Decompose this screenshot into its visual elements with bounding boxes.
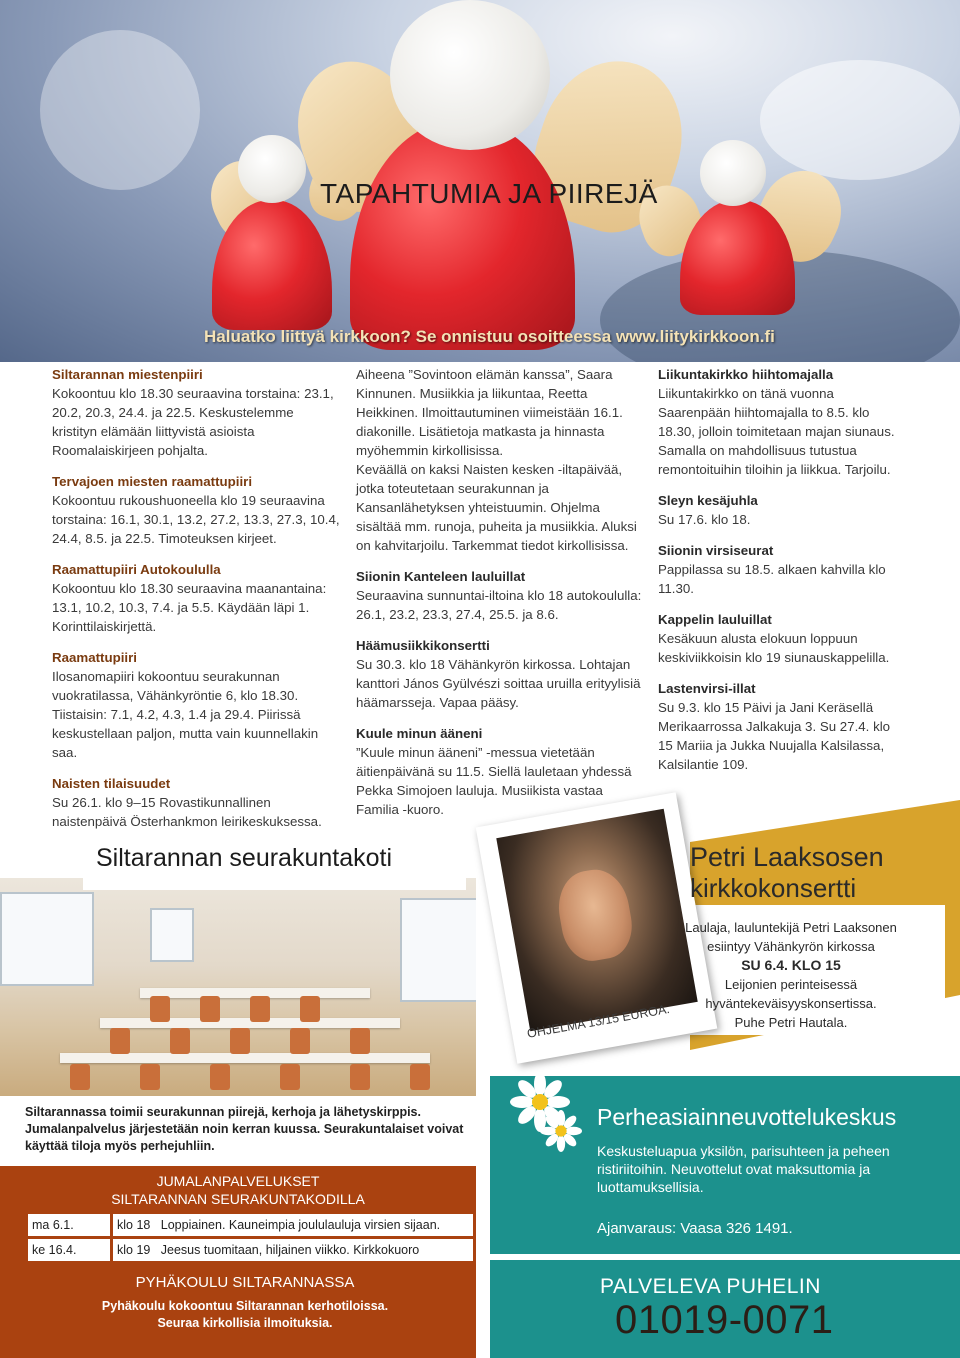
column-2 [356, 365, 646, 819]
col2-text: Keväällä on kaksi Naisten kesken -iltapäivää, jotka toteutetaan seurakunnan ja Kansanlähetyksen yhteistuumin. Ohjelma sisältää mm. runoja, puheita ja musiikkia. Aluksi on kahvitarjoilu. Tarkemmat tiedot kirkollisissa. [356, 462, 637, 553]
col3-text: Kesäkuun alusta elokuun loppuun keskiviikkoisin klo 19 siunauskappelilla. [658, 631, 890, 665]
concert-speech: Puhe Petri Hautala. [734, 1015, 848, 1030]
phone-number[interactable]: 01019-0071 [615, 1298, 834, 1342]
col1-heading: Raamattupiiri [52, 650, 137, 665]
col1-text: Kokoontuu klo 18.30 seuraavina maanantaina: 13.1, 10.2, 10.3, 7.4. ja 5.5. Käydään läpi 1. Korinttilaiskirjettä. [52, 581, 327, 634]
sunday-school-text [0, 1298, 490, 1332]
services-heading-line2: SILTARANNAN SEURAKUNTAKODILLA [111, 1191, 365, 1207]
col1-text: Kokoontuu klo 18.30 seuraavina torstaina: 23.1, 20.2, 20.3, 24.4. ja 22.5. Keskustelemme kristityn elämään liittyvistä asioista Roomalaiskirjeen pohjalta. [52, 386, 334, 458]
table-row [28, 1238, 473, 1263]
service-time: klo 19 [117, 1243, 151, 1257]
sunday-school-line2: Seuraa kirkollisia ilmoituksia. [157, 1316, 333, 1330]
col2-text: Seuraavina sunnuntai-iltoina klo 18 autokoululla: 26.1, 23.2, 23.3, 27.4, 25.5. ja 8.6. [356, 588, 642, 622]
service-date: ke 16.4. [28, 1238, 112, 1263]
hall-title: Siltarannan seurakuntakoti [96, 844, 393, 872]
col1-text: Ilosanomapiiri kokoontuu seurakunnan vuokratilassa, Vähänkyröntie 6, klo 18.30. Tiistaisin: 7.1, 4.2, 4.3, 1.4 ja 29.4. Piirissä keskustellaan paljon, mutta vain kuunnellakin saa. [52, 669, 319, 760]
hall-photo [0, 878, 476, 1096]
col1-heading: Naisten tilaisuudet [52, 776, 171, 791]
service-time: klo 18 [117, 1218, 151, 1232]
hero-tagline: Haluatko liittyä kirkkoon? Se onnistuu osoitteessa www.liitykirkkoon.fi [204, 327, 775, 346]
col3-text: Su 9.3. klo 15 Päivi ja Jani Keräsellä Merikaarrossa Jalkakuja 3. Su 27.4. klo 15 Mariia ja Jukka Nuujalla Kalsilassa, Kalsilantie 109. [658, 700, 891, 772]
col1-text: Kokoontuu rukoushuoneella klo 19 seuraavina torstaina: 16.1, 30.1, 13.2, 27.2, 13.3, 27.3, 10.4, 24.4, 8.5. ja 22.5. Timoteuksen kirjeet. [52, 493, 340, 546]
service-text: Jeesus tuomitaan, hiljainen viikko. Kirkkokuoro [160, 1243, 420, 1257]
family-text: Keskusteluapua yksilön, parisuhteen ja peheen ristiriitoihin. Neuvottelut ovat maksuttomia ja luottamuksellisia. [597, 1143, 890, 1195]
table-row [28, 1214, 473, 1238]
services-table [28, 1214, 473, 1264]
hall-info: Siltarannassa toimii seurakunnan piirejä, kerhoja ja lähetyskirppis. Jumalanpalvelus järjestetään noin kerran kuussa. Seurakuntalaiset voivat käyttää tiloja myös perhejuhliin. [25, 1105, 464, 1153]
col1-heading: Siltarannan miestenpiiri [52, 367, 203, 382]
sunday-school-line1: Pyhäkoulu kokoontuu Siltarannan kerhotiloissa. [101, 1299, 389, 1313]
concert-description: Leijonien perinteisessä hyväntekeväisyyskonsertissa. [705, 977, 877, 1011]
col3-heading: Kappelin lauluillat [658, 612, 772, 627]
service-text: Loppiainen. Kauneimpia joululauluja virsien sijaan. [160, 1218, 441, 1232]
service-desc [112, 1238, 474, 1263]
ticket-price: OHJELMA 13/15 EUROA. [526, 1001, 671, 1041]
family-title: Perheasiainneuvottelukeskus [597, 1104, 897, 1130]
page-title: TAPAHTUMIA JA PIIREJÄ [320, 178, 658, 209]
col2-heading: Kuule minun ääneni [356, 726, 483, 741]
divider [490, 1254, 960, 1260]
col2-heading: Siionin Kanteleen lauluillat [356, 569, 526, 584]
concert-title: Petri Laaksosen [690, 842, 884, 872]
col1-text: Su 26.1. klo 9–15 Rovastikunnallinen naistenpäivä Österhankmon leirikeskuksessa. [52, 795, 322, 829]
col1-heading: Raamattupiiri Autokoululla [52, 562, 221, 577]
column-1 [52, 365, 342, 831]
concert-subtitle: kirkkokonsertti [690, 873, 857, 903]
col2-text: Aiheena ”Sovintoon elämän kanssa”, Saara Kinnunen. Musiikkia ja liikuntaa, Reetta Heikkinen. Ilmoittautuminen viimeistään 16.1. diakonille. Lisätietoja matkasta ja hinnasta myöhemmin kirkollisissa. [356, 367, 623, 458]
col2-text: Su 30.3. klo 18 Vähänkyrön kirkossa. Lohtajan kanttori János Gyülvészi soittaa uruilla erityylisiä häämarsseja. Vapaa pääsy. [356, 657, 641, 710]
col1-heading: Tervajoen miesten raamattupiiri [52, 474, 253, 489]
service-desc [112, 1214, 474, 1238]
sunday-school-title: PYHÄKOULU SILTARANNASSA [135, 1274, 355, 1291]
col3-text: Su 17.6. klo 18. [658, 512, 751, 527]
concert-date: SU 6.4. KLO 15 [741, 957, 841, 973]
col3-text: Liikuntakirkko on tänä vuonna Saarenpään hiihtomajalla to 8.5. klo 18.30, jolloin toimitetaan majan siunaus. Samalla on mahdollisuus tutustua remontoituihin tiloihin ja liikkua. Tarjoilu. [658, 386, 895, 477]
col2-text: ”Kuule minun ääneni” -messua vietetään äitienpäivänä su 11.5. Siellä lauletaan yhdessä Pekka Simojoen lauluja. Musiikista vastaa Familia -kuoro. [356, 745, 632, 817]
services-heading-line1: JUMALANPALVELUKSET [156, 1173, 320, 1189]
col3-text: Pappilassa su 18.5. alkaen kahvilla klo 11.30. [658, 562, 886, 596]
column-3 [658, 365, 908, 774]
concert-details [680, 918, 902, 1032]
col2-heading: Häämusiikkikonsertti [356, 638, 490, 653]
col3-heading: Sleyn kesäjuhla [658, 493, 758, 508]
col3-heading: Lastenvirsi-illat [658, 681, 756, 696]
col3-heading: Liikuntakirkko hiihtomajalla [658, 367, 834, 382]
services-heading [0, 1172, 476, 1208]
phone-service-title: PALVELEVA PUHELIN [600, 1275, 821, 1298]
family-appointment: Ajanvaraus: Vaasa 326 1491. [597, 1220, 793, 1237]
concert-intro: Laulaja, lauluntekijä Petri Laaksonen esiintyy Vähänkyrön kirkossa [685, 920, 897, 954]
col3-heading: Siionin virsiseurat [658, 543, 774, 558]
daisy-icon [540, 1110, 582, 1152]
service-date: ma 6.1. [28, 1214, 112, 1238]
